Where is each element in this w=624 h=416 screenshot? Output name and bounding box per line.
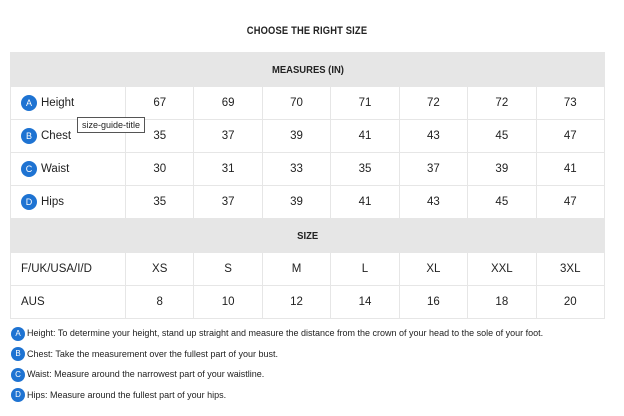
table-cell: 45: [468, 120, 536, 153]
table-cell: 20: [536, 286, 604, 319]
table-cell: 35: [331, 153, 399, 186]
table-cell: XL: [399, 253, 467, 286]
table-cell: 30: [126, 153, 194, 186]
table-cell: 37: [399, 153, 467, 186]
size-label-aus: AUS: [11, 286, 126, 319]
size-guide-title: CHOOSE THE RIGHT SIZE: [246, 25, 368, 37]
table-cell: L: [331, 253, 399, 286]
table-cell: S: [194, 253, 262, 286]
measure-label-cell: [11, 186, 126, 219]
badge-b-icon: B: [21, 128, 37, 144]
table-cell: 14: [331, 286, 399, 319]
table-cell: 67: [126, 87, 194, 120]
note-hips: [11, 387, 611, 403]
table-cell: 10: [194, 286, 262, 319]
table-cell: 35: [126, 186, 194, 219]
badge-d-icon: D: [21, 194, 37, 210]
table-cell: 8: [126, 286, 194, 319]
note-text: Height: To determine your height, stand up straight and measure the distance from the crown of your head to the sole of your foot.: [27, 328, 544, 338]
measure-label-cell: [11, 87, 126, 120]
table-cell: 41: [536, 153, 604, 186]
size-label-eu: F/UK/USA/I/D: [11, 253, 126, 286]
measure-row-waist: [11, 153, 605, 186]
table-cell: 43: [399, 120, 467, 153]
measures-header-row: [11, 53, 605, 87]
note-waist: [11, 366, 611, 382]
note-chest: [11, 346, 611, 362]
table-cell: 70: [262, 87, 330, 120]
measure-row-hips: [11, 186, 605, 219]
table-cell: 47: [536, 186, 604, 219]
note-text: Waist: Measure around the narrowest part of your waistline.: [27, 369, 265, 379]
table-cell: 39: [468, 153, 536, 186]
measures-header: MEASURES (IN): [11, 53, 605, 87]
table-cell: 41: [331, 120, 399, 153]
size-row-eu: [11, 253, 605, 286]
table-cell: 41: [331, 186, 399, 219]
size-header-row: [11, 219, 605, 253]
table-cell: 35: [126, 120, 194, 153]
note-height: [11, 325, 611, 341]
badge-d-icon: D: [11, 388, 25, 402]
table-cell: 16: [399, 286, 467, 319]
table-cell: 18: [468, 286, 536, 319]
badge-c-icon: C: [11, 368, 25, 382]
badge-a-icon: A: [11, 327, 25, 341]
measure-label-chest: Chest: [41, 130, 72, 142]
measure-label-hips: Hips: [41, 196, 65, 208]
table-cell: 43: [399, 186, 467, 219]
note-text: Hips: Measure around the fullest part of your hips.: [27, 389, 227, 400]
table-cell: XXL: [468, 253, 536, 286]
table-cell: 69: [194, 87, 262, 120]
table-cell: 45: [468, 186, 536, 219]
table-cell: 33: [262, 153, 330, 186]
table-cell: 47: [536, 120, 604, 153]
table-cell: 72: [399, 87, 467, 120]
table-cell: XS: [126, 253, 194, 286]
badge-a-icon: A: [21, 95, 37, 111]
tooltip: size-guide-title: [77, 117, 145, 133]
measure-label-waist: Waist: [41, 163, 70, 175]
table-cell: 39: [262, 120, 330, 153]
table-cell: 12: [262, 286, 330, 319]
table-cell: 37: [194, 120, 262, 153]
table-cell: M: [262, 253, 330, 286]
size-table: [10, 52, 605, 319]
measure-label-height: Height: [41, 97, 75, 109]
measurement-notes: [11, 325, 611, 407]
table-cell: 31: [194, 153, 262, 186]
measure-row-height: [11, 87, 605, 120]
table-cell: 72: [468, 87, 536, 120]
size-header: SIZE: [11, 219, 605, 253]
table-cell: 37: [194, 186, 262, 219]
table-cell: 3XL: [536, 253, 604, 286]
badge-c-icon: C: [21, 161, 37, 177]
measure-label-cell: [11, 153, 126, 186]
table-cell: 39: [262, 186, 330, 219]
table-cell: 73: [536, 87, 604, 120]
size-row-aus: [11, 286, 605, 319]
note-text: Chest: Take the measurement over the fullest part of your bust.: [27, 348, 278, 359]
table-cell: 71: [331, 87, 399, 120]
badge-b-icon: B: [11, 347, 25, 361]
